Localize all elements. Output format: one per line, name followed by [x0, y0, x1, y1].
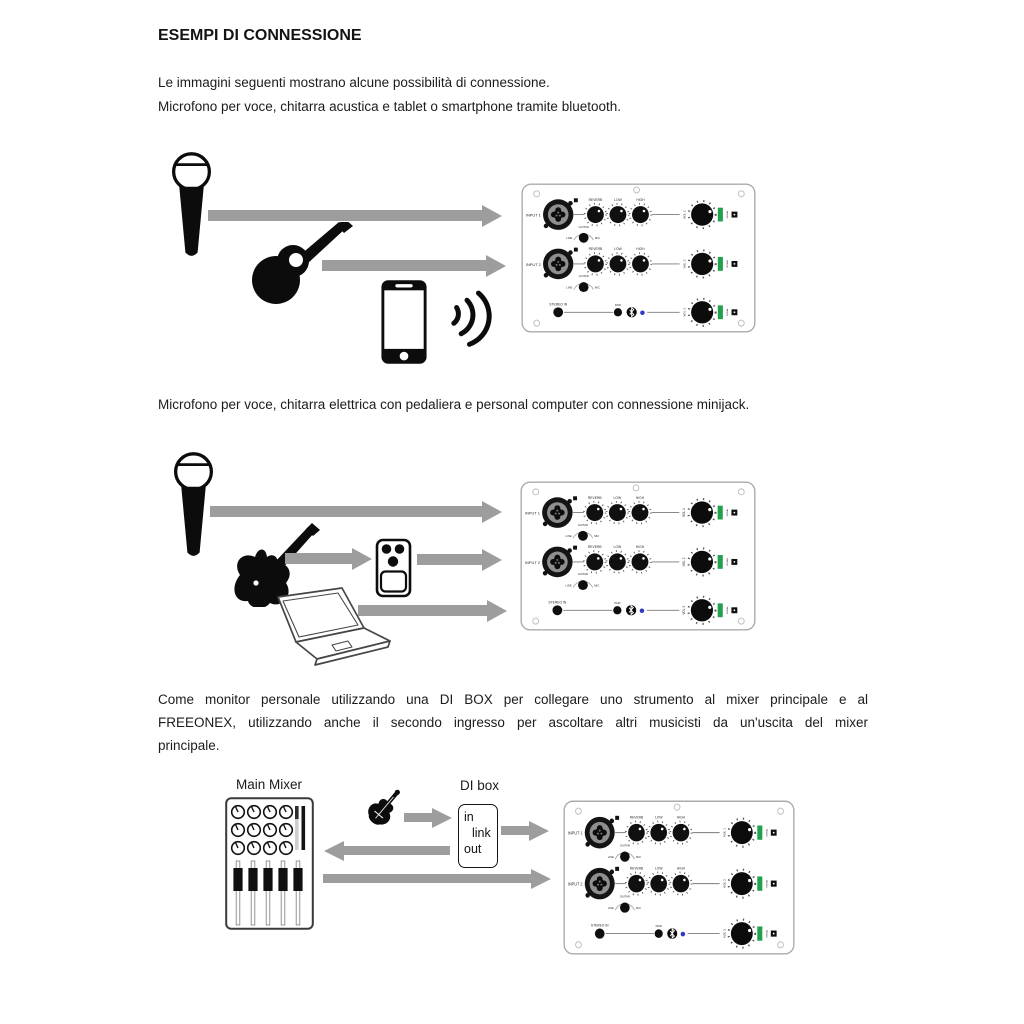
- vol1-label: VOL 1: [722, 828, 727, 838]
- intro-line-2: Microfono per voce, chitarra acustica e tablet o smartphone tramite bluetooth.: [158, 99, 621, 114]
- signal-led-3: [718, 603, 723, 617]
- main-mixer-icon: [225, 797, 314, 930]
- switch-top-label-2: GUITAR: [619, 894, 630, 899]
- switch-right-label-1: MIC: [594, 535, 600, 539]
- signal-label-1: SIGNAL: [726, 508, 729, 517]
- caption-dibox-line-1: Come monitor personale utilizzando una DI BOX per collegare uno strumento al mixer principale e al: [158, 692, 868, 707]
- freeonex-mixer-panel-3: [563, 800, 795, 955]
- intro-line-1: Le immagini seguenti mostrano alcune possibilità di connessione.: [158, 75, 550, 90]
- stereo-in-jack: [595, 928, 605, 938]
- di-box-link: link: [472, 826, 491, 840]
- stereo-in-label: STEREO IN: [549, 302, 568, 307]
- switch-right-label-2: MIC: [594, 286, 600, 290]
- caption-dibox-line-3: principale.: [158, 738, 220, 753]
- vol2-label: VOL 2: [722, 879, 727, 889]
- signal-arrow-pedal: [417, 554, 482, 565]
- stereo-in-jack: [553, 307, 563, 317]
- stereo-in-jack: [552, 605, 562, 615]
- pair-label: PAIR: [655, 923, 662, 928]
- signal-label-2: SIGNAL: [766, 879, 769, 888]
- vol2-label: VOL 2: [682, 557, 687, 567]
- violin-icon: [357, 786, 404, 841]
- low-label-2: LOW: [613, 545, 622, 550]
- input1-label: INPUT 1: [567, 830, 583, 836]
- high-label-2: HIGH: [676, 866, 686, 871]
- microphone-icon: [168, 150, 215, 262]
- switch-right-label-1: MIC: [594, 237, 600, 241]
- reverb-label: REVERB: [629, 815, 644, 820]
- bluetooth-icon: [667, 928, 677, 939]
- signal-label-3: SIGNAL: [726, 606, 729, 615]
- signal-arrow-mic-2: [210, 506, 482, 517]
- pair-label: PAIR: [614, 303, 622, 307]
- signal-arrow-guitar-2: [285, 553, 352, 564]
- switch-top-label-2: GUITAR: [578, 275, 589, 279]
- switch-top-label-1: GUITAR: [577, 523, 589, 527]
- high-label: HIGH: [676, 815, 686, 820]
- freeonex-mixer-panel-1: [521, 183, 756, 333]
- signal-arrow-mic-1: [208, 210, 482, 221]
- signal-arrow-laptop: [358, 605, 487, 616]
- signal-label-2: SIGNAL: [727, 259, 730, 268]
- di-box: [458, 804, 498, 868]
- reverb-label-2: REVERB: [629, 866, 644, 871]
- pair-button: [655, 929, 663, 938]
- reverb-label: REVERB: [587, 495, 602, 500]
- di-box-in: in: [464, 810, 474, 824]
- freeonex-mixer-panel-2: [520, 481, 756, 631]
- caption-dibox-line-2: FREEONEX, utilizzando anche il secondo ingresso per ascoltare altri musicisti da un'uscita del mixer: [158, 715, 868, 730]
- vol1-label: VOL 1: [682, 210, 687, 219]
- signal-arrow-violin: [404, 813, 432, 822]
- bluetooth-icon: [626, 605, 636, 615]
- input2-label: INPUT 2: [567, 881, 583, 887]
- switch-left-label-1: LINE: [565, 535, 572, 539]
- vol3-label: VOL 3: [682, 307, 687, 317]
- signal-label-2: SIGNAL: [726, 557, 729, 566]
- signal-label-1: SIGNAL: [766, 828, 769, 837]
- low-label-2: LOW: [614, 247, 622, 252]
- high-label: HIGH: [635, 495, 645, 500]
- pair-button: [614, 308, 622, 316]
- page-title: ESEMPI DI CONNESSIONE: [158, 27, 362, 44]
- reverb-label: REVERB: [588, 197, 603, 202]
- stereo-in-label: STEREO IN: [548, 600, 567, 605]
- stereo-in-label: STEREO IN: [590, 923, 609, 928]
- vol2-label: VOL 2: [682, 259, 687, 269]
- input1-label: INPUT 1: [525, 212, 541, 218]
- switch-right-label-1: MIC: [635, 855, 641, 860]
- low-label: LOW: [613, 495, 622, 500]
- freeonex-panel-graphic: [563, 800, 795, 955]
- switch-top-label-2: GUITAR: [577, 573, 589, 577]
- vol3-label: VOL 3: [682, 605, 687, 615]
- reverb-label-2: REVERB: [587, 545, 602, 550]
- high-label: HIGH: [636, 197, 645, 202]
- pair-label: PAIR: [614, 601, 621, 605]
- low-label-2: LOW: [654, 866, 663, 871]
- bluetooth-waves-icon: [448, 286, 493, 350]
- signal-arrow-guitar-1: [322, 260, 486, 271]
- signal-arrow-link: [501, 826, 529, 835]
- reverb-label-2: REVERB: [588, 247, 603, 252]
- bluetooth-led: [640, 311, 645, 316]
- switch-left-label-1: LINE: [566, 237, 573, 241]
- low-label: LOW: [654, 815, 663, 820]
- input1-label: INPUT 1: [524, 510, 540, 516]
- input2-label: INPUT 2: [524, 559, 540, 565]
- bluetooth-led: [640, 609, 645, 614]
- input2-label: INPUT 2: [525, 261, 541, 267]
- switch-right-label-2: MIC: [635, 906, 641, 911]
- signal-led-3: [757, 926, 762, 940]
- switch-left-label-1: LINE: [607, 855, 614, 860]
- switch-left-label-2: LINE: [607, 906, 614, 911]
- signal-label-3: SIGNAL: [727, 308, 730, 317]
- signal-led-3: [718, 305, 723, 319]
- di-box-label: DI box: [460, 778, 500, 793]
- pair-button: [613, 606, 621, 614]
- caption-dibox: [158, 688, 868, 757]
- high-label-2: HIGH: [635, 545, 645, 550]
- freeonex-panel-graphic: [520, 481, 756, 631]
- switch-left-label-2: LINE: [566, 286, 573, 290]
- di-box-out: out: [464, 842, 482, 856]
- signal-arrow-out-to-mixer: [344, 846, 450, 855]
- switch-top-label-1: GUITAR: [619, 843, 630, 848]
- freeonex-panel-graphic: [521, 183, 756, 333]
- switch-left-label-2: LINE: [565, 584, 572, 588]
- bluetooth-icon: [627, 307, 637, 317]
- bluetooth-led: [681, 932, 685, 937]
- signal-label-1: SIGNAL: [727, 210, 730, 219]
- signal-label-3: SIGNAL: [766, 929, 769, 938]
- laptop-icon: [272, 585, 392, 671]
- caption-minijack: Microfono per voce, chitarra elettrica con pedaliera e personal computer con connessione minijack.: [158, 397, 750, 412]
- smartphone-icon: [380, 277, 428, 367]
- vol3-label: VOL 3: [722, 929, 727, 939]
- signal-arrow-mixer-out: [323, 874, 531, 883]
- vol1-label: VOL 1: [682, 508, 687, 517]
- low-label: LOW: [614, 197, 622, 202]
- high-label-2: HIGH: [636, 247, 645, 252]
- main-mixer-label: Main Mixer: [236, 777, 303, 792]
- switch-top-label-1: GUITAR: [578, 225, 589, 229]
- switch-right-label-2: MIC: [594, 584, 600, 588]
